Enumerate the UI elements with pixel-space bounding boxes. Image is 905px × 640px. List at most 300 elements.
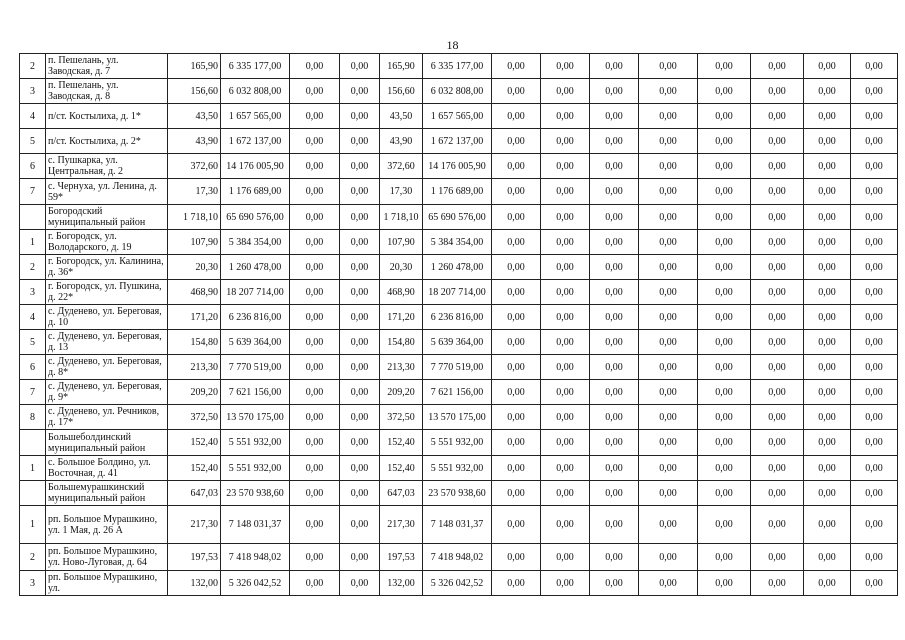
value-cell: 0,00 bbox=[541, 54, 590, 79]
value-cell: 0,00 bbox=[698, 179, 751, 205]
value-cell: 0,00 bbox=[541, 544, 590, 571]
value-cell: 0,00 bbox=[804, 506, 851, 544]
value-cell: 0,00 bbox=[751, 305, 804, 330]
value-cell: 0,00 bbox=[492, 230, 541, 255]
value-cell: 0,00 bbox=[340, 129, 380, 154]
value-cell: 0,00 bbox=[290, 230, 340, 255]
area-program: 197,53 bbox=[380, 544, 423, 571]
value-cell: 0,00 bbox=[492, 571, 541, 596]
row-number: 5 bbox=[20, 330, 46, 355]
object-address: Большемурашкинский муниципальный район bbox=[46, 481, 168, 506]
value-cell: 0,00 bbox=[541, 355, 590, 380]
value-cell: 0,00 bbox=[541, 129, 590, 154]
cost-program: 7 148 031,37 bbox=[423, 506, 492, 544]
value-cell: 0,00 bbox=[590, 154, 639, 179]
row-number bbox=[20, 430, 46, 456]
value-cell: 0,00 bbox=[290, 205, 340, 230]
cost-program: 6 335 177,00 bbox=[423, 54, 492, 79]
value-cell: 0,00 bbox=[290, 79, 340, 104]
value-cell: 0,00 bbox=[698, 506, 751, 544]
value-cell: 0,00 bbox=[492, 380, 541, 405]
area-total: 20,30 bbox=[168, 255, 221, 280]
value-cell: 0,00 bbox=[851, 544, 898, 571]
cost-program: 1 672 137,00 bbox=[423, 129, 492, 154]
value-cell: 0,00 bbox=[804, 305, 851, 330]
object-address: г. Богородск, ул. Пушкина, д. 22* bbox=[46, 280, 168, 305]
value-cell: 0,00 bbox=[290, 330, 340, 355]
value-cell: 0,00 bbox=[751, 104, 804, 129]
value-cell: 0,00 bbox=[751, 456, 804, 481]
value-cell: 0,00 bbox=[698, 544, 751, 571]
table-row bbox=[20, 154, 898, 179]
value-cell: 0,00 bbox=[590, 330, 639, 355]
object-address: Богородский муниципальный район bbox=[46, 205, 168, 230]
cost-program: 5 384 354,00 bbox=[423, 230, 492, 255]
value-cell: 0,00 bbox=[751, 405, 804, 430]
value-cell: 0,00 bbox=[492, 430, 541, 456]
cost-program: 5 551 932,00 bbox=[423, 430, 492, 456]
value-cell: 0,00 bbox=[639, 255, 698, 280]
value-cell: 0,00 bbox=[639, 154, 698, 179]
value-cell: 0,00 bbox=[851, 305, 898, 330]
object-address: с. Дуденево, ул. Речников, д. 17* bbox=[46, 405, 168, 430]
value-cell: 0,00 bbox=[541, 154, 590, 179]
area-total: 468,90 bbox=[168, 280, 221, 305]
value-cell: 0,00 bbox=[804, 330, 851, 355]
value-cell: 0,00 bbox=[340, 104, 380, 129]
cost-program: 6 236 816,00 bbox=[423, 305, 492, 330]
value-cell: 0,00 bbox=[804, 355, 851, 380]
value-cell: 0,00 bbox=[698, 456, 751, 481]
cost-program: 7 621 156,00 bbox=[423, 380, 492, 405]
area-total: 152,40 bbox=[168, 456, 221, 481]
area-program: 217,30 bbox=[380, 506, 423, 544]
cost-total: 5 384 354,00 bbox=[221, 230, 290, 255]
cost-program: 1 176 689,00 bbox=[423, 179, 492, 205]
object-address: г. Богородск, ул. Калинина, д. 36* bbox=[46, 255, 168, 280]
cost-total: 7 148 031,37 bbox=[221, 506, 290, 544]
value-cell: 0,00 bbox=[541, 280, 590, 305]
value-cell: 0,00 bbox=[340, 154, 380, 179]
object-address: с. Большое Болдино, ул. Восточная, д. 41 bbox=[46, 456, 168, 481]
value-cell: 0,00 bbox=[590, 280, 639, 305]
value-cell: 0,00 bbox=[804, 129, 851, 154]
value-cell: 0,00 bbox=[851, 79, 898, 104]
value-cell: 0,00 bbox=[590, 380, 639, 405]
table-row bbox=[20, 179, 898, 205]
value-cell: 0,00 bbox=[698, 230, 751, 255]
value-cell: 0,00 bbox=[804, 104, 851, 129]
row-number: 7 bbox=[20, 380, 46, 405]
table-row bbox=[20, 506, 898, 544]
value-cell: 0,00 bbox=[804, 405, 851, 430]
object-address: с. Чернуха, ул. Ленина, д. 59* bbox=[46, 179, 168, 205]
value-cell: 0,00 bbox=[698, 355, 751, 380]
value-cell: 0,00 bbox=[639, 456, 698, 481]
object-address: п/ст. Костылиха, д. 2* bbox=[46, 129, 168, 154]
value-cell: 0,00 bbox=[751, 430, 804, 456]
value-cell: 0,00 bbox=[492, 305, 541, 330]
value-cell: 0,00 bbox=[639, 430, 698, 456]
object-address: рп. Большое Мурашкино, ул. 1 Мая, д. 26 А bbox=[46, 506, 168, 544]
area-total: 1 718,10 bbox=[168, 205, 221, 230]
value-cell: 0,00 bbox=[290, 430, 340, 456]
value-cell: 0,00 bbox=[290, 481, 340, 506]
value-cell: 0,00 bbox=[804, 54, 851, 79]
value-cell: 0,00 bbox=[851, 355, 898, 380]
value-cell: 0,00 bbox=[698, 205, 751, 230]
cost-total: 13 570 175,00 bbox=[221, 405, 290, 430]
value-cell: 0,00 bbox=[851, 330, 898, 355]
value-cell: 0,00 bbox=[851, 571, 898, 596]
object-address: Большеболдинский муниципальный район bbox=[46, 430, 168, 456]
object-address: с. Дуденево, ул. Береговая, д. 9* bbox=[46, 380, 168, 405]
value-cell: 0,00 bbox=[340, 571, 380, 596]
value-cell: 0,00 bbox=[340, 544, 380, 571]
value-cell: 0,00 bbox=[590, 230, 639, 255]
object-address: с. Пушкарка, ул. Центральная, д. 2 bbox=[46, 154, 168, 179]
cost-total: 7 621 156,00 bbox=[221, 380, 290, 405]
cost-program: 65 690 576,00 bbox=[423, 205, 492, 230]
value-cell: 0,00 bbox=[851, 456, 898, 481]
value-cell: 0,00 bbox=[804, 230, 851, 255]
area-program: 209,20 bbox=[380, 380, 423, 405]
value-cell: 0,00 bbox=[590, 129, 639, 154]
row-number: 6 bbox=[20, 154, 46, 179]
value-cell: 0,00 bbox=[698, 79, 751, 104]
row-number: 5 bbox=[20, 129, 46, 154]
cost-total: 1 176 689,00 bbox=[221, 179, 290, 205]
table-row bbox=[20, 205, 898, 230]
table-row bbox=[20, 355, 898, 380]
value-cell: 0,00 bbox=[290, 179, 340, 205]
value-cell: 0,00 bbox=[751, 154, 804, 179]
value-cell: 0,00 bbox=[340, 430, 380, 456]
value-cell: 0,00 bbox=[639, 380, 698, 405]
value-cell: 0,00 bbox=[751, 79, 804, 104]
value-cell: 0,00 bbox=[590, 544, 639, 571]
value-cell: 0,00 bbox=[751, 544, 804, 571]
object-address: рп. Большое Мурашкино, ул. bbox=[46, 571, 168, 596]
value-cell: 0,00 bbox=[751, 330, 804, 355]
area-total: 154,80 bbox=[168, 330, 221, 355]
cost-total: 6 236 816,00 bbox=[221, 305, 290, 330]
value-cell: 0,00 bbox=[639, 79, 698, 104]
value-cell: 0,00 bbox=[541, 430, 590, 456]
value-cell: 0,00 bbox=[492, 255, 541, 280]
cost-total: 1 657 565,00 bbox=[221, 104, 290, 129]
row-number: 8 bbox=[20, 405, 46, 430]
row-number: 7 bbox=[20, 179, 46, 205]
cost-program: 1 657 565,00 bbox=[423, 104, 492, 129]
value-cell: 0,00 bbox=[698, 104, 751, 129]
area-total: 156,60 bbox=[168, 79, 221, 104]
value-cell: 0,00 bbox=[340, 179, 380, 205]
value-cell: 0,00 bbox=[290, 280, 340, 305]
row-number: 1 bbox=[20, 506, 46, 544]
area-total: 132,00 bbox=[168, 571, 221, 596]
cost-total: 23 570 938,60 bbox=[221, 481, 290, 506]
area-program: 152,40 bbox=[380, 456, 423, 481]
row-number: 4 bbox=[20, 104, 46, 129]
area-program: 132,00 bbox=[380, 571, 423, 596]
value-cell: 0,00 bbox=[639, 506, 698, 544]
cost-total: 1 672 137,00 bbox=[221, 129, 290, 154]
value-cell: 0,00 bbox=[851, 430, 898, 456]
value-cell: 0,00 bbox=[290, 255, 340, 280]
value-cell: 0,00 bbox=[492, 456, 541, 481]
table-row bbox=[20, 255, 898, 280]
value-cell: 0,00 bbox=[340, 79, 380, 104]
value-cell: 0,00 bbox=[340, 205, 380, 230]
value-cell: 0,00 bbox=[639, 355, 698, 380]
value-cell: 0,00 bbox=[751, 179, 804, 205]
value-cell: 0,00 bbox=[541, 104, 590, 129]
value-cell: 0,00 bbox=[340, 405, 380, 430]
value-cell: 0,00 bbox=[590, 179, 639, 205]
area-total: 43,90 bbox=[168, 129, 221, 154]
value-cell: 0,00 bbox=[804, 280, 851, 305]
value-cell: 0,00 bbox=[541, 255, 590, 280]
value-cell: 0,00 bbox=[340, 305, 380, 330]
value-cell: 0,00 bbox=[340, 456, 380, 481]
value-cell: 0,00 bbox=[804, 430, 851, 456]
table-row bbox=[20, 330, 898, 355]
value-cell: 0,00 bbox=[541, 405, 590, 430]
value-cell: 0,00 bbox=[492, 154, 541, 179]
value-cell: 0,00 bbox=[804, 154, 851, 179]
value-cell: 0,00 bbox=[541, 205, 590, 230]
value-cell: 0,00 bbox=[804, 571, 851, 596]
value-cell: 0,00 bbox=[590, 355, 639, 380]
cost-total: 5 551 932,00 bbox=[221, 430, 290, 456]
row-number bbox=[20, 205, 46, 230]
area-program: 43,90 bbox=[380, 129, 423, 154]
table-row bbox=[20, 380, 898, 405]
area-program: 171,20 bbox=[380, 305, 423, 330]
table-body bbox=[20, 54, 898, 596]
value-cell: 0,00 bbox=[492, 79, 541, 104]
value-cell: 0,00 bbox=[340, 280, 380, 305]
value-cell: 0,00 bbox=[492, 506, 541, 544]
value-cell: 0,00 bbox=[492, 205, 541, 230]
area-total: 213,30 bbox=[168, 355, 221, 380]
area-program: 468,90 bbox=[380, 280, 423, 305]
value-cell: 0,00 bbox=[541, 506, 590, 544]
area-total: 43,50 bbox=[168, 104, 221, 129]
value-cell: 0,00 bbox=[751, 380, 804, 405]
table-row bbox=[20, 230, 898, 255]
area-program: 20,30 bbox=[380, 255, 423, 280]
value-cell: 0,00 bbox=[804, 544, 851, 571]
area-program: 647,03 bbox=[380, 481, 423, 506]
value-cell: 0,00 bbox=[751, 205, 804, 230]
value-cell: 0,00 bbox=[541, 179, 590, 205]
value-cell: 0,00 bbox=[804, 380, 851, 405]
value-cell: 0,00 bbox=[492, 481, 541, 506]
area-total: 217,30 bbox=[168, 506, 221, 544]
object-address: с. Дуденево, ул. Береговая, д. 8* bbox=[46, 355, 168, 380]
area-total: 171,20 bbox=[168, 305, 221, 330]
area-program: 213,30 bbox=[380, 355, 423, 380]
value-cell: 0,00 bbox=[590, 430, 639, 456]
value-cell: 0,00 bbox=[541, 380, 590, 405]
value-cell: 0,00 bbox=[639, 54, 698, 79]
value-cell: 0,00 bbox=[340, 255, 380, 280]
value-cell: 0,00 bbox=[340, 481, 380, 506]
page-number: 18 bbox=[446, 38, 459, 52]
value-cell: 0,00 bbox=[804, 79, 851, 104]
value-cell: 0,00 bbox=[851, 154, 898, 179]
object-address: п. Пешелань, ул. Заводская, д. 8 bbox=[46, 79, 168, 104]
value-cell: 0,00 bbox=[698, 571, 751, 596]
row-number: 6 bbox=[20, 355, 46, 380]
value-cell: 0,00 bbox=[340, 506, 380, 544]
area-program: 372,60 bbox=[380, 154, 423, 179]
cost-program: 1 260 478,00 bbox=[423, 255, 492, 280]
value-cell: 0,00 bbox=[590, 571, 639, 596]
value-cell: 0,00 bbox=[804, 456, 851, 481]
value-cell: 0,00 bbox=[590, 79, 639, 104]
value-cell: 0,00 bbox=[639, 330, 698, 355]
value-cell: 0,00 bbox=[804, 179, 851, 205]
value-cell: 0,00 bbox=[751, 355, 804, 380]
value-cell: 0,00 bbox=[590, 205, 639, 230]
value-cell: 0,00 bbox=[639, 571, 698, 596]
row-number: 1 bbox=[20, 230, 46, 255]
value-cell: 0,00 bbox=[751, 129, 804, 154]
object-address: с. Дуденево, ул. Береговая, д. 10 bbox=[46, 305, 168, 330]
value-cell: 0,00 bbox=[698, 481, 751, 506]
data-table bbox=[19, 53, 898, 596]
cost-program: 6 032 808,00 bbox=[423, 79, 492, 104]
value-cell: 0,00 bbox=[541, 456, 590, 481]
value-cell: 0,00 bbox=[590, 405, 639, 430]
value-cell: 0,00 bbox=[851, 380, 898, 405]
cost-total: 6 335 177,00 bbox=[221, 54, 290, 79]
value-cell: 0,00 bbox=[541, 230, 590, 255]
value-cell: 0,00 bbox=[698, 280, 751, 305]
area-total: 152,40 bbox=[168, 430, 221, 456]
value-cell: 0,00 bbox=[639, 305, 698, 330]
value-cell: 0,00 bbox=[751, 481, 804, 506]
value-cell: 0,00 bbox=[590, 104, 639, 129]
table-row bbox=[20, 456, 898, 481]
value-cell: 0,00 bbox=[698, 255, 751, 280]
table-row bbox=[20, 571, 898, 596]
value-cell: 0,00 bbox=[639, 544, 698, 571]
value-cell: 0,00 bbox=[804, 255, 851, 280]
value-cell: 0,00 bbox=[290, 154, 340, 179]
value-cell: 0,00 bbox=[590, 305, 639, 330]
area-program: 165,90 bbox=[380, 54, 423, 79]
value-cell: 0,00 bbox=[492, 330, 541, 355]
value-cell: 0,00 bbox=[851, 506, 898, 544]
table-row bbox=[20, 104, 898, 129]
cost-program: 14 176 005,90 bbox=[423, 154, 492, 179]
cost-total: 7 418 948,02 bbox=[221, 544, 290, 571]
value-cell: 0,00 bbox=[851, 179, 898, 205]
area-total: 209,20 bbox=[168, 380, 221, 405]
value-cell: 0,00 bbox=[340, 355, 380, 380]
value-cell: 0,00 bbox=[698, 54, 751, 79]
table-row bbox=[20, 79, 898, 104]
value-cell: 0,00 bbox=[290, 506, 340, 544]
row-number: 3 bbox=[20, 571, 46, 596]
value-cell: 0,00 bbox=[851, 104, 898, 129]
value-cell: 0,00 bbox=[290, 380, 340, 405]
object-address: п/ст. Костылиха, д. 1* bbox=[46, 104, 168, 129]
value-cell: 0,00 bbox=[541, 305, 590, 330]
cost-program: 5 326 042,52 bbox=[423, 571, 492, 596]
cost-program: 18 207 714,00 bbox=[423, 280, 492, 305]
value-cell: 0,00 bbox=[639, 104, 698, 129]
value-cell: 0,00 bbox=[751, 255, 804, 280]
value-cell: 0,00 bbox=[639, 481, 698, 506]
value-cell: 0,00 bbox=[290, 355, 340, 380]
value-cell: 0,00 bbox=[639, 280, 698, 305]
value-cell: 0,00 bbox=[639, 205, 698, 230]
value-cell: 0,00 bbox=[698, 430, 751, 456]
object-address: с. Дуденево, ул. Береговая, д. 13 bbox=[46, 330, 168, 355]
value-cell: 0,00 bbox=[290, 54, 340, 79]
area-total: 107,90 bbox=[168, 230, 221, 255]
value-cell: 0,00 bbox=[340, 330, 380, 355]
value-cell: 0,00 bbox=[290, 405, 340, 430]
cost-total: 5 551 932,00 bbox=[221, 456, 290, 481]
area-total: 647,03 bbox=[168, 481, 221, 506]
area-program: 43,50 bbox=[380, 104, 423, 129]
value-cell: 0,00 bbox=[492, 544, 541, 571]
row-number: 2 bbox=[20, 544, 46, 571]
value-cell: 0,00 bbox=[290, 104, 340, 129]
area-total: 17,30 bbox=[168, 179, 221, 205]
cost-program: 7 418 948,02 bbox=[423, 544, 492, 571]
value-cell: 0,00 bbox=[590, 54, 639, 79]
value-cell: 0,00 bbox=[492, 179, 541, 205]
cost-total: 18 207 714,00 bbox=[221, 280, 290, 305]
area-program: 17,30 bbox=[380, 179, 423, 205]
value-cell: 0,00 bbox=[290, 571, 340, 596]
value-cell: 0,00 bbox=[851, 280, 898, 305]
table-row bbox=[20, 430, 898, 456]
cost-total: 5 326 042,52 bbox=[221, 571, 290, 596]
area-total: 197,53 bbox=[168, 544, 221, 571]
area-total: 372,50 bbox=[168, 405, 221, 430]
row-number: 2 bbox=[20, 54, 46, 79]
value-cell: 0,00 bbox=[851, 255, 898, 280]
area-program: 154,80 bbox=[380, 330, 423, 355]
value-cell: 0,00 bbox=[492, 129, 541, 154]
table-row bbox=[20, 129, 898, 154]
value-cell: 0,00 bbox=[751, 230, 804, 255]
value-cell: 0,00 bbox=[639, 129, 698, 154]
value-cell: 0,00 bbox=[698, 129, 751, 154]
value-cell: 0,00 bbox=[639, 230, 698, 255]
cost-total: 6 032 808,00 bbox=[221, 79, 290, 104]
cost-program: 7 770 519,00 bbox=[423, 355, 492, 380]
object-address: п. Пешелань, ул. Заводская, д. 7 bbox=[46, 54, 168, 79]
value-cell: 0,00 bbox=[851, 129, 898, 154]
value-cell: 0,00 bbox=[492, 355, 541, 380]
value-cell: 0,00 bbox=[492, 405, 541, 430]
value-cell: 0,00 bbox=[698, 305, 751, 330]
value-cell: 0,00 bbox=[290, 305, 340, 330]
cost-program: 13 570 175,00 bbox=[423, 405, 492, 430]
value-cell: 0,00 bbox=[541, 79, 590, 104]
value-cell: 0,00 bbox=[340, 230, 380, 255]
cost-program: 5 639 364,00 bbox=[423, 330, 492, 355]
